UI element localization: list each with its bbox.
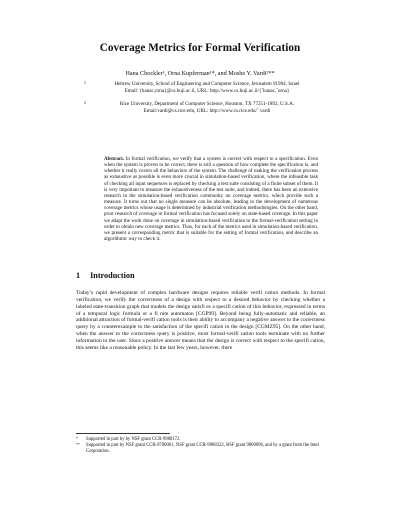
footnote-rule xyxy=(76,433,170,434)
footnote xyxy=(76,443,325,455)
author-list: Hana Chockler¹, Orna Kupferman¹*, and Moshe Y. Vardi²** xyxy=(125,70,275,77)
affiliation-2 xyxy=(84,100,322,114)
footnote-text: Supported in part by NSF grant CCR-9700061, NSF grant CCR-9988322, BSF grant 9800096, and by a grant from the Intel Corporation. xyxy=(86,443,319,455)
abstract-text: In formal verification, we verify that a system is correct with respect to a specification. Even when the system is proven to be correct, there is still a question of how complete the specification is, and whether it really covers all the behaviors of the system. The challenge of making the verification process as exhaustive as possible is even more crucial in simulation-based verification, where the infeasible task of checking all input sequences is replaced by checking a test suite consisting of a finite subset of them. It is very important to measure the exhaustiveness of the test suite, and indeed, there has been an extensive research in the simulation-based verification community on coverage metrics, which provide such a measure. It turns out that no single measure can be absolute, leading to the development of numerous coverage metrics whose usage is determined by industrial verification methodologies. On the other hand, prior research of coverage in formal verification has focused solely on state-based coverage. In this paper we adapt the work done on coverage in simulation-based verification to the formal-verification setting in order to obtain new coverage metrics. Thus, for each of the metrics used in simulation-based verification, we present a corresponding metric that is suitable for the setting of formal verification, and describe an algorithmic way to check it. xyxy=(104,156,319,243)
intro-body xyxy=(76,290,325,352)
abstract xyxy=(104,156,318,242)
affiliation-line: Rice University, Department of Computer Science, Houston, TX 77251-1892, U.S.A. xyxy=(119,101,295,107)
footnotes xyxy=(76,437,325,455)
paper-title: Coverage Metrics for Formal Verification xyxy=(99,42,301,54)
section-number: 1 xyxy=(76,271,81,280)
body-paragraph: Today’s rapid development of complex hardware designs requires reliable verifi cation methods. In formal verification, we verify the correctness of a design with respect to a desired behavior by checking whether a labeled state-transition graph that models the design satisfi es a specifi cation of this behavior, expressed in terms of a temporal logic formula or a fi nite automaton [CGP99]. Beyond being fully-automatic and reliable, an additional attraction of formal-verifi cation tools is their ability to accompany a negative answer to the correctness query by a counterexample to the satisfaction of the specifi cation in the design [CGMZ95]. On the other hand, when the answer to the correctness query is positive, most formal-verifi cation tools terminate with no further information to the user. Since a positive answer means that the design is correct with respect to the specifi cation, this seems like a reasonable policy. In the last few years, however, there xyxy=(76,290,325,351)
affiliation-line: Hebrew University, School of Engineering and Computer Science, Jerusalem 91904, Israel xyxy=(114,81,300,87)
affiliation-contact: Email:vardi@cs.rice.edu, URL: http://www.cs.rice.edu/˜ vardi xyxy=(143,107,271,114)
section-heading xyxy=(76,271,135,280)
footnote-text: Supported in part by by NSF grant CCR-9988172. xyxy=(86,437,181,442)
section-title: Introduction xyxy=(90,271,135,280)
affiliation-number: 2 xyxy=(84,100,86,105)
footnote-mark: ** xyxy=(76,443,80,448)
abstract-label: Abstract. xyxy=(104,156,125,162)
footnote-mark: * xyxy=(76,437,78,441)
affiliation-contact: Email: {hanac,orna}@cs.huji.ac.il, URL: http://www.cs.huji.ac.il/{˜hanac,˜orna} xyxy=(124,87,290,94)
affiliation-number: 1 xyxy=(84,80,86,85)
affiliation-1 xyxy=(84,80,322,94)
